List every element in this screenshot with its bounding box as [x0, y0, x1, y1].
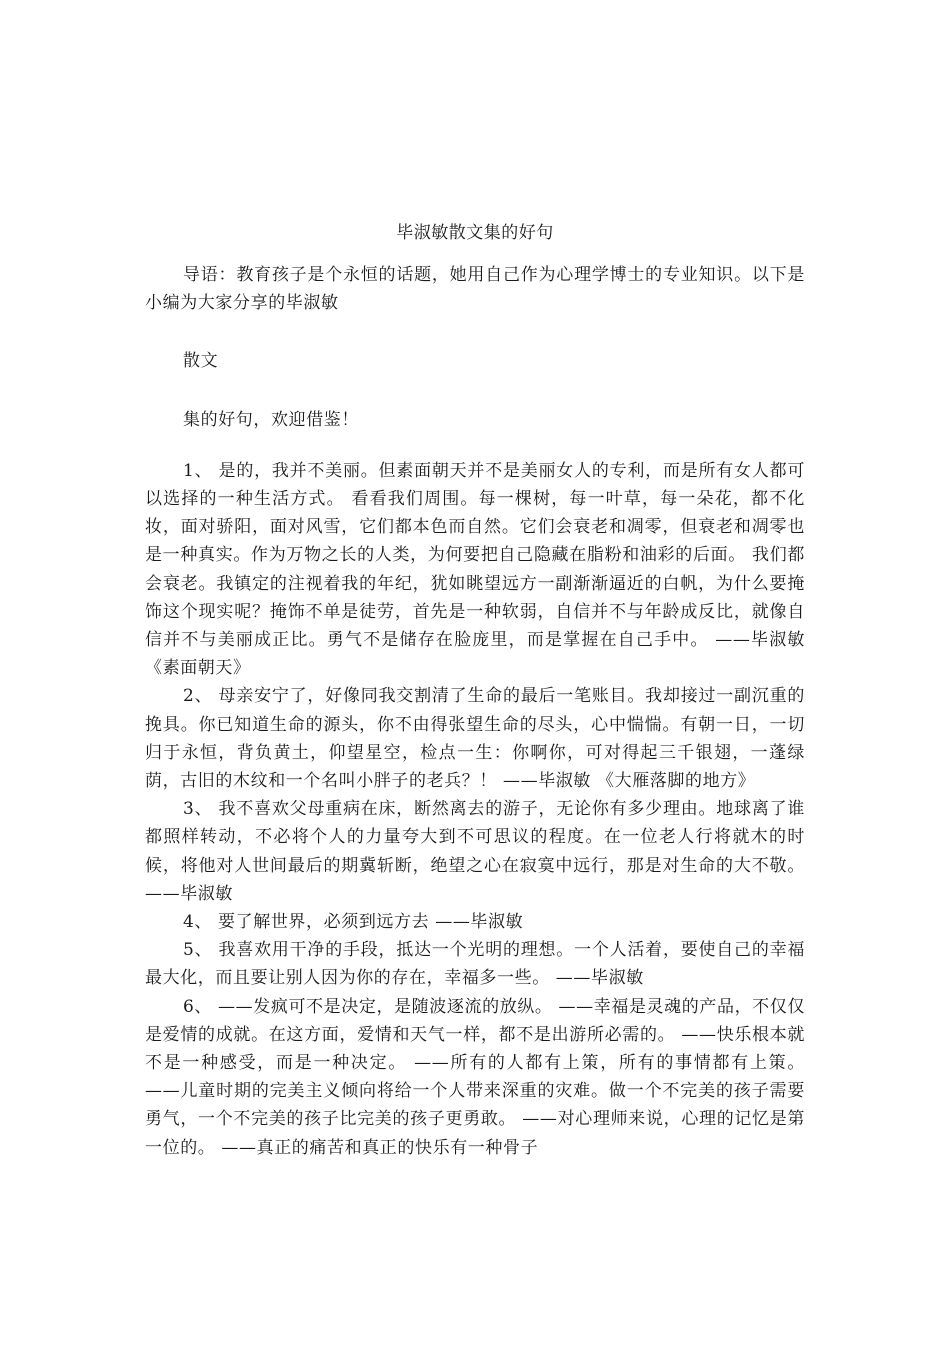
quote-item-4: 4、 要了解世界，必须到远方去 ——毕淑敏 [183, 912, 524, 933]
quote-item-2: 2、 母亲安宁了，好像同我交割清了生命的最后一笔账目。我却接过一副沉重的挽具。你已知道生命的源头，你不由得张望生命的尽头，心中惴惴。有朝一日，一切归于永恒，背负黄土，仰望星空，检点一生：你啊你，可对得起三千银翅，一蓬绿荫，古旧的木纹和一个名叫小胖子的老兵？！ ——毕淑敏 《大雁落脚的地方》 [145, 686, 805, 792]
sanwen-line: 散文 [183, 351, 219, 372]
quote-item-1: 1、 是的，我并不美丽。但素面朝天并不是美丽女人的专利，而是所有女人都可以选择的一种生活方式。 看看我们周围。每一棵树，每一叶草，每一朵花，都不化妆，面对骄阳，面对风雪，它们都本色而自然。它们会衰老和凋零，但衰老和凋零也是一种真实。作为万物之长的人类，为何要把自己隐藏在脂粉和油彩的后面。 我们都会衰老。我镇定的注视着我的年纪，犹如眺望远方一副渐渐逼近的白帆，为什么要掩饰这个现实呢？掩饰不单是徒劳，首先是一种软弱，自信并不与年龄成反比，就像自信并不与美丽成正比。勇气不是储存在脸庞里，而是掌握在自己手中。 ——毕淑敏 《素面朝天》 [145, 460, 805, 679]
document-body [145, 219, 805, 1162]
quote-item-3: 3、 我不喜欢父母重病在床，断然离去的游子，无论你有多少理由。地球离了谁都照样转动，不必将个人的力量夸大到不可思议的程度。在一位老人行将就木的时候，将他对人世间最后的期冀斩断，绝望之心在寂寞中远行，那是对生命的大不敬。 ——毕淑敏 [145, 799, 805, 904]
welcome-line: 集的好句，欢迎借鉴！ [183, 409, 359, 430]
quote-list [145, 457, 805, 1162]
intro-paragraph: 导语：教育孩子是个永恒的话题，她用自己作为心理学博士的专业知识。以下是小编为大家分享的毕淑敏 [145, 265, 805, 314]
document-title: 毕淑敏散文集的好句 [396, 223, 554, 243]
quote-item-6: 6、 ——发疯可不是决定，是随波逐流的放纵。 ——幸福是灵魂的产品，不仅仅是爱情的成就。在这方面，爱情和天气一样，都不是出游所必需的。 ——快乐根本就不是一种感受，而是一种决定。 ——所有的人都有上策，所有的事情都有上策。 ——儿童时期的完美主义倾向将给一个人带来深重的灾难。做一个不完美的孩子需要勇气，一个不完美的孩子比完美的孩子更勇敢。 ——对心理师来说，心理的记忆是第一位的。 ——真正的痛苦和真正的快乐有一种骨子 [145, 996, 805, 1158]
quote-item-5: 5、 我喜欢用干净的手段，抵达一个光明的理想。一个人活着，要使自己的幸福最大化，而且要让别人因为你的存在，幸福多一些。 ——毕淑敏 [145, 940, 805, 989]
